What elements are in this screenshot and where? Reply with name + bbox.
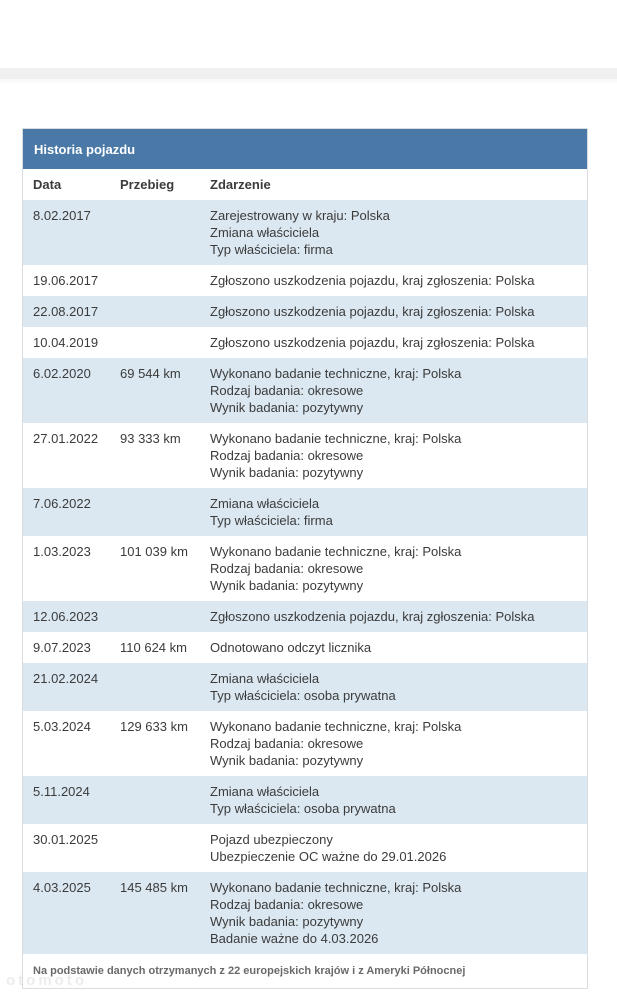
row-date: 27.01.2022 xyxy=(33,431,99,446)
row-date: 19.06.2017 xyxy=(33,273,99,288)
row-date: 21.02.2024 xyxy=(33,671,99,686)
event-line: Wykonano badanie techniczne, kraj: Polska xyxy=(210,366,462,381)
event-line: Wykonano badanie techniczne, kraj: Polska xyxy=(210,880,462,895)
row-date: 5.03.2024 xyxy=(33,719,91,734)
table-column-headers xyxy=(23,169,587,200)
event-line: Zarejestrowany w kraju: Polska xyxy=(210,208,390,223)
row-events xyxy=(210,272,587,289)
event-line: Wykonano badanie techniczne, kraj: Polska xyxy=(210,431,462,446)
row-mileage xyxy=(120,831,210,865)
event-line: Zmiana właściciela xyxy=(210,225,320,240)
table-row xyxy=(23,265,587,296)
row-mileage: 145 485 km xyxy=(120,880,188,895)
row-date: 30.01.2025 xyxy=(33,832,99,847)
row-date: 22.08.2017 xyxy=(33,304,99,319)
table-footer-note: Na podstawie danych otrzymanych z 22 europejskich krajów i z Ameryki Północnej xyxy=(23,954,587,988)
event-line: Pojazd ubezpieczony xyxy=(210,832,333,847)
table-title-bar xyxy=(23,129,587,169)
row-mileage: 129 633 km xyxy=(120,719,188,734)
event-line: Rodzaj badania: okresowe xyxy=(210,561,364,576)
event-line: Zmiana właściciela xyxy=(210,784,320,799)
row-events xyxy=(210,543,587,594)
table-row xyxy=(23,824,587,872)
row-mileage: 110 624 km xyxy=(120,640,187,655)
event-line: Rodzaj badania: okresowe xyxy=(210,383,364,398)
event-line: Typ właściciela: firma xyxy=(210,242,333,257)
column-header-przebieg: Przebieg xyxy=(120,177,175,192)
row-mileage: 101 039 km xyxy=(120,544,188,559)
event-line: Wynik badania: pozytywny xyxy=(210,753,364,768)
column-header-zdarzenie: Zdarzenie xyxy=(210,177,271,192)
event-line: Odnotowano odczyt licznika xyxy=(210,640,372,655)
row-events xyxy=(210,495,587,529)
table-row xyxy=(23,488,587,536)
event-line: Typ właściciela: osoba prywatna xyxy=(210,688,396,703)
row-mileage: 69 544 km xyxy=(120,366,181,381)
row-events xyxy=(210,365,587,416)
event-line: Typ właściciela: firma xyxy=(210,513,333,528)
event-line: Zmiana właściciela xyxy=(210,496,320,511)
row-mileage xyxy=(120,272,210,289)
event-line: Typ właściciela: osoba prywatna xyxy=(210,801,396,816)
row-date: 4.03.2025 xyxy=(33,880,91,895)
row-mileage xyxy=(120,670,210,704)
event-line: Wykonano badanie techniczne, kraj: Polska xyxy=(210,544,462,559)
row-events xyxy=(210,207,587,258)
event-line: Zgłoszono uszkodzenia pojazdu, kraj zgłoszenia: Polska xyxy=(210,273,535,288)
row-date: 8.02.2017 xyxy=(33,208,91,223)
event-line: Zmiana właściciela xyxy=(210,671,320,686)
watermark: otomoto xyxy=(6,972,87,989)
event-line: Wynik badania: pozytywny xyxy=(210,400,364,415)
event-line: Rodzaj badania: okresowe xyxy=(210,448,364,463)
row-events xyxy=(210,639,587,656)
table-row xyxy=(23,663,587,711)
event-line: Ubezpieczenie OC ważne do 29.01.2026 xyxy=(210,849,447,864)
event-line: Zgłoszono uszkodzenia pojazdu, kraj zgłoszenia: Polska xyxy=(210,304,535,319)
row-date: 5.11.2024 xyxy=(33,784,90,799)
event-line: Wynik badania: pozytywny xyxy=(210,578,364,593)
row-events xyxy=(210,718,587,769)
event-line: Rodzaj badania: okresowe xyxy=(210,897,364,912)
table-row xyxy=(23,327,587,358)
event-line: Wynik badania: pozytywny xyxy=(210,465,364,480)
vehicle-history-card xyxy=(22,128,588,989)
event-line: Rodzaj badania: okresowe xyxy=(210,736,364,751)
row-mileage xyxy=(120,608,210,625)
event-line: Wykonano badanie techniczne, kraj: Polska xyxy=(210,719,462,734)
table-row xyxy=(23,296,587,327)
row-mileage xyxy=(120,334,210,351)
table-row xyxy=(23,776,587,824)
row-events xyxy=(210,670,587,704)
event-line: Badanie ważne do 4.03.2026 xyxy=(210,931,379,946)
event-line: Wynik badania: pozytywny xyxy=(210,914,364,929)
row-events xyxy=(210,783,587,817)
row-events xyxy=(210,303,587,320)
column-header-data: Data xyxy=(33,177,62,192)
table-body xyxy=(23,200,587,954)
row-date: 12.06.2023 xyxy=(33,609,99,624)
table-row xyxy=(23,200,587,265)
row-mileage: 93 333 km xyxy=(120,431,181,446)
table-row xyxy=(23,711,587,776)
row-date: 6.02.2020 xyxy=(33,366,91,381)
event-line: Zgłoszono uszkodzenia pojazdu, kraj zgłoszenia: Polska xyxy=(210,335,535,350)
row-mileage xyxy=(120,207,210,258)
row-mileage xyxy=(120,495,210,529)
section-divider xyxy=(0,68,617,79)
row-date: 9.07.2023 xyxy=(33,640,91,655)
table-row xyxy=(23,601,587,632)
table-row xyxy=(23,423,587,488)
table-row xyxy=(23,632,587,663)
table-row xyxy=(23,536,587,601)
row-date: 7.06.2022 xyxy=(33,496,91,511)
row-date: 1.03.2023 xyxy=(33,544,91,559)
row-date: 10.04.2019 xyxy=(33,335,99,350)
row-events xyxy=(210,608,587,625)
row-mileage xyxy=(120,303,210,320)
row-events xyxy=(210,430,587,481)
row-events xyxy=(210,879,587,947)
row-mileage xyxy=(120,783,210,817)
event-line: Zgłoszono uszkodzenia pojazdu, kraj zgłoszenia: Polska xyxy=(210,609,535,624)
table-row xyxy=(23,872,587,954)
row-events xyxy=(210,831,587,865)
table-title: Historia pojazdu xyxy=(34,141,136,157)
row-events xyxy=(210,334,587,351)
table-row xyxy=(23,358,587,423)
